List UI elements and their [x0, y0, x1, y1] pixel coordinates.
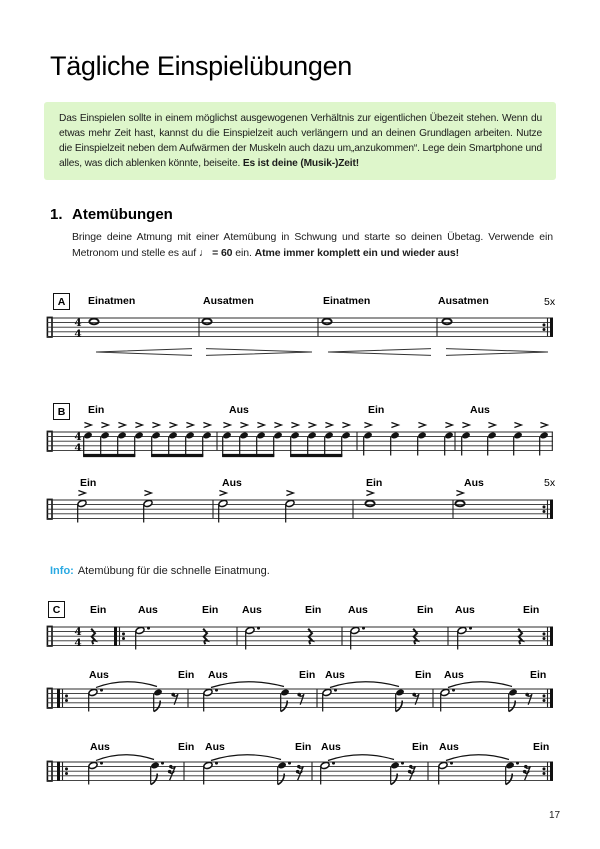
breath-label: Aus — [89, 669, 109, 681]
breath-label: Ein — [523, 604, 540, 616]
breath-label: Aus — [470, 404, 490, 416]
staff-notation-c3 — [0, 738, 600, 796]
section-body-bold: Atme immer komplett ein und wieder aus! — [254, 246, 459, 259]
breath-label: Ein — [305, 604, 322, 616]
svg-text:4: 4 — [74, 636, 82, 649]
breath-label: Aus — [229, 404, 249, 416]
breath-label: Ein — [368, 404, 385, 416]
staff-notation-c2 — [0, 666, 600, 724]
breath-label: Ein — [80, 477, 97, 489]
breath-label: Aus — [455, 604, 475, 616]
breath-label: Ein — [178, 669, 195, 681]
breath-label: Einatmen — [323, 295, 371, 307]
intro-text — [59, 111, 542, 171]
exercise-c-system-2 — [0, 666, 600, 724]
breath-label: Aus — [321, 741, 341, 753]
metronome-marking: ♩ = 60 — [198, 246, 233, 259]
intro-callout — [44, 102, 556, 180]
breath-label: Aus — [208, 669, 228, 681]
svg-text:4: 4 — [74, 441, 82, 454]
breath-label: Ausatmen — [438, 295, 489, 307]
svg-text:4: 4 — [74, 431, 82, 444]
intro-text-bold: Es ist deine (Musik-)Zeit! — [242, 158, 359, 169]
breath-label: Aus — [325, 669, 345, 681]
repeat-count: 5x — [544, 477, 556, 489]
exercise-b-system-1 — [0, 401, 600, 465]
repeat-count: 5x — [544, 296, 556, 308]
intro-text-regular: Das Einspielen sollte in einem möglichst ausgewogenen Verhältnis zur eigentlichen Übezeit stehen. Wenn du etwas mehr Zeit hast, kannst du die Einspielzeit auch verlängern und an deinen Grundlagen arbeiten. Nutze die Einspielzeit neben dem Aufwärmen der Muskeln auch dazu um„anzukommen“. Lege dein Smartphone und alles, was dich ablenken könnte, beiseite. — [59, 113, 542, 169]
breath-label: Aus — [444, 669, 464, 681]
exercise-letter-a: A — [53, 293, 70, 310]
info-note — [50, 565, 270, 577]
breath-label: Ein — [178, 741, 195, 753]
breath-label: Aus — [205, 741, 225, 753]
svg-text:4: 4 — [74, 317, 82, 330]
staff-notation-b2 — [0, 474, 600, 536]
exercise-c-system-1 — [0, 600, 600, 658]
breath-label: Ein — [415, 669, 432, 681]
staff-notation-a — [0, 287, 600, 367]
staff-notation-b1 — [0, 401, 600, 465]
section-body-mid: ein. — [232, 246, 255, 259]
section-title: Atemübungen — [72, 206, 173, 223]
breath-label: Ein — [417, 604, 434, 616]
breath-label: Ein — [88, 404, 105, 416]
section-body-pre: Bringe deine Atmung mit einer Atemübung in Schwung und starte so deinen Übetag. Verwende ein Metronom und stelle es auf — [72, 231, 553, 259]
breath-label: Aus — [464, 477, 484, 489]
breath-label: Ein — [90, 604, 107, 616]
exercise-b-system-2 — [0, 474, 600, 536]
breath-label: Aus — [138, 604, 158, 616]
breath-label: Ein — [530, 669, 547, 681]
page-number: 17 — [549, 810, 561, 821]
section-number: 1. — [50, 206, 63, 223]
info-text: Atemübung für die schnelle Einatmung. — [77, 565, 270, 577]
info-label: Info: — [50, 565, 74, 577]
breath-label: Ein — [533, 741, 550, 753]
section-body — [72, 230, 553, 261]
page-title: Tägliche Einspielübungen — [50, 51, 353, 82]
breath-label: Einatmen — [88, 295, 136, 307]
breath-label: Ein — [202, 604, 219, 616]
breath-label: Aus — [222, 477, 242, 489]
exercise-letter-b: B — [53, 403, 70, 420]
exercise-letter-c: C — [48, 601, 65, 618]
exercise-c-system-3 — [0, 738, 600, 796]
svg-text:4: 4 — [74, 626, 82, 639]
breath-label: Aus — [439, 741, 459, 753]
exercise-a-system — [0, 287, 600, 367]
staff-notation-c1 — [0, 600, 600, 658]
svg-text:4: 4 — [74, 327, 82, 340]
breath-label: Aus — [90, 741, 110, 753]
breath-label: Ein — [295, 741, 312, 753]
breath-label: Ein — [299, 669, 316, 681]
breath-label: Aus — [242, 604, 262, 616]
breath-label: Ein — [366, 477, 383, 489]
breath-label: Ausatmen — [203, 295, 254, 307]
breath-label: Aus — [348, 604, 368, 616]
breath-label: Ein — [412, 741, 429, 753]
